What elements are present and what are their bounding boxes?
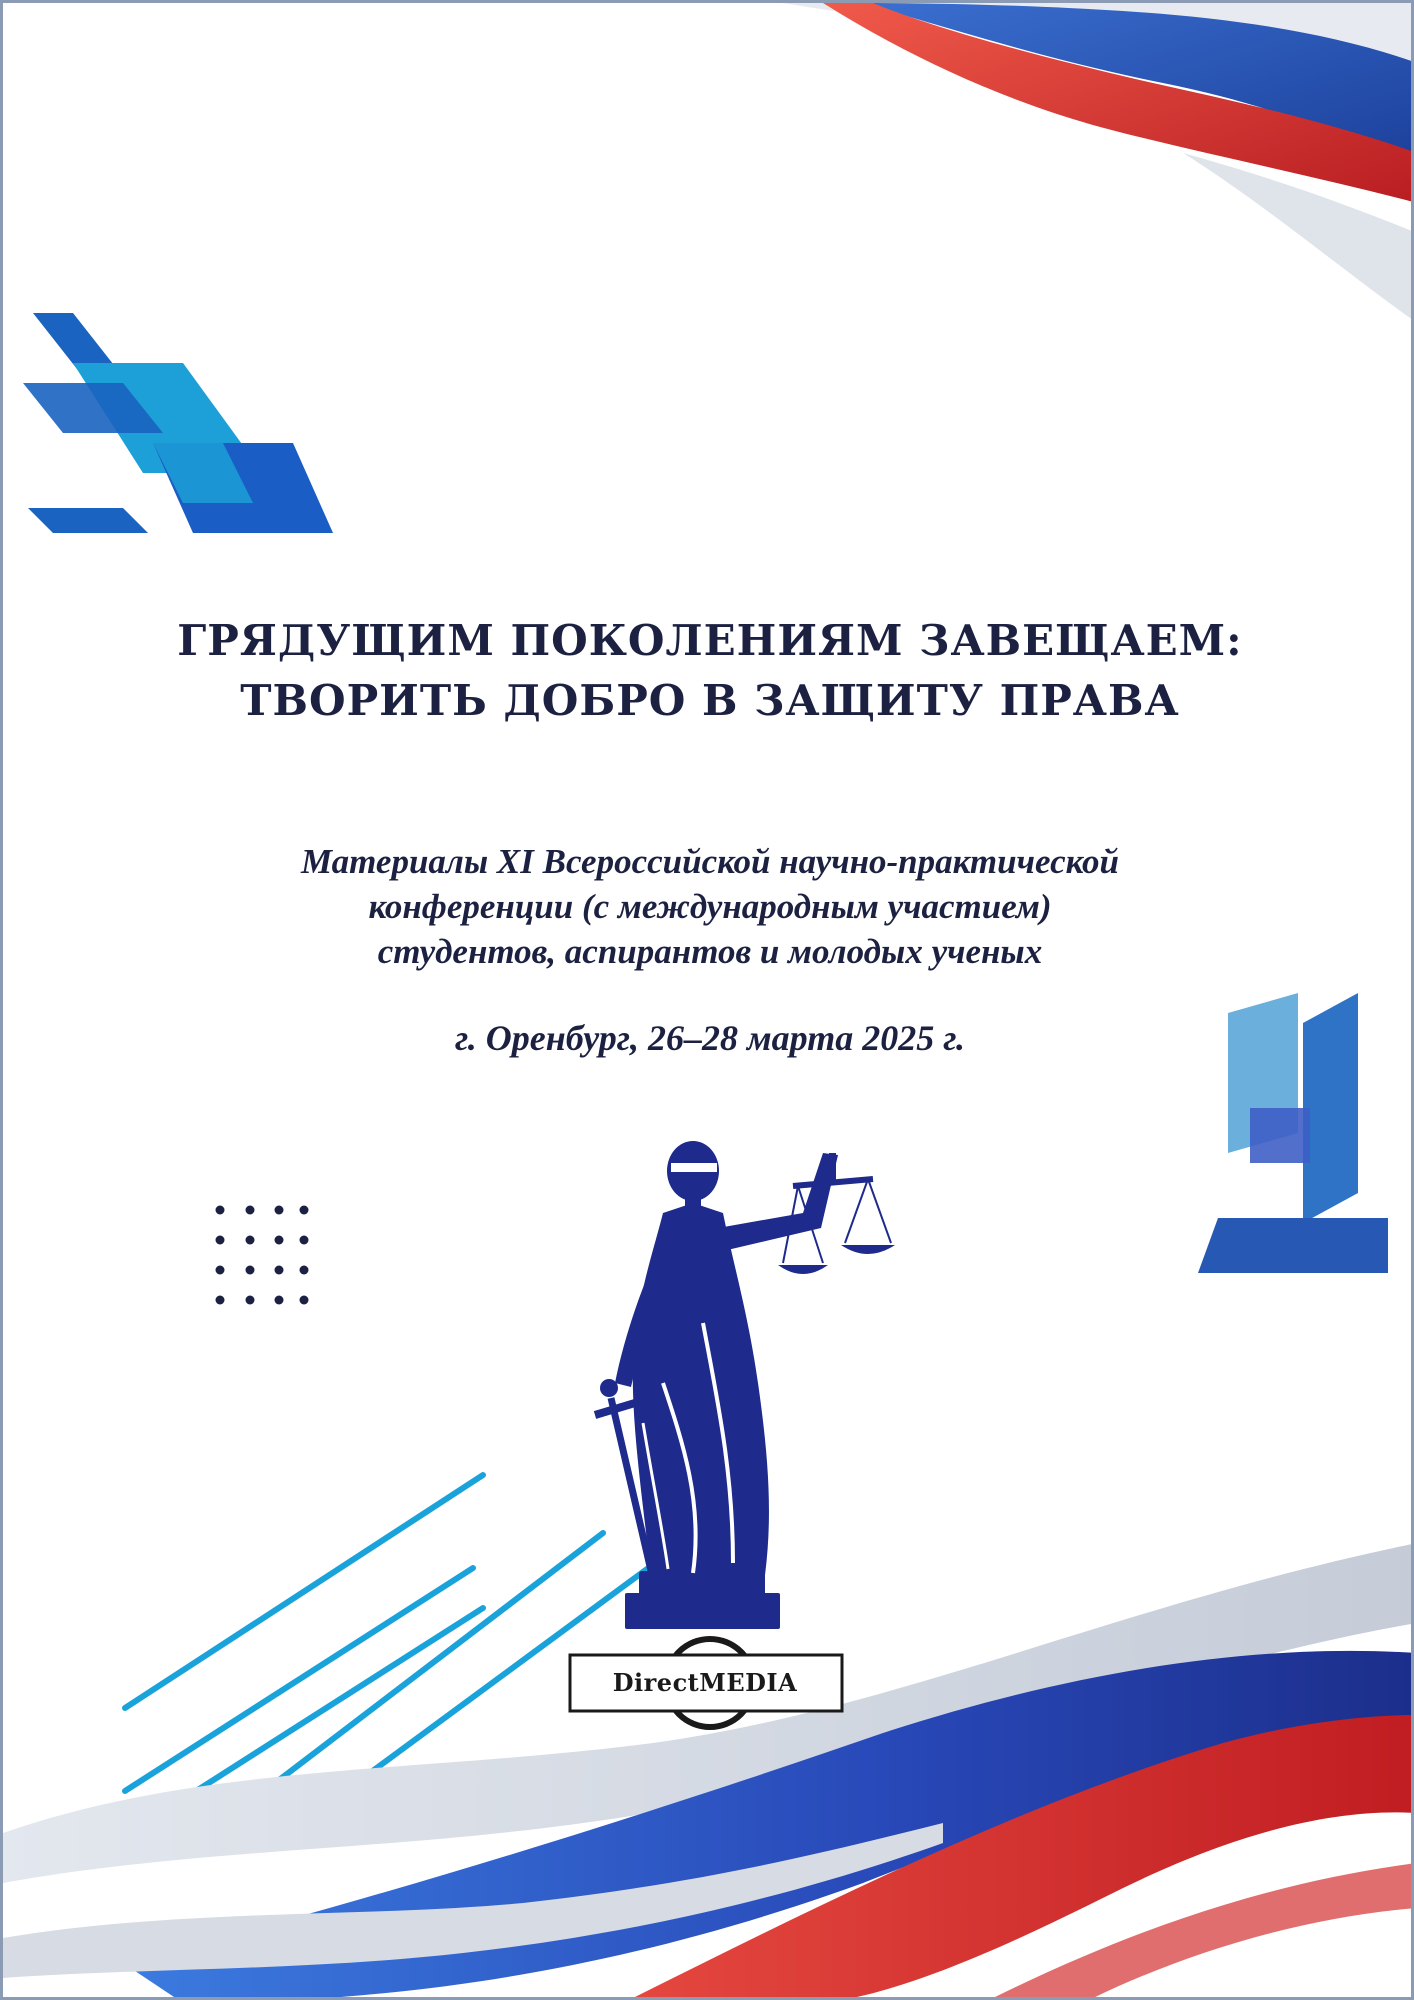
book-subtitle-line-2: конференции (с международным участием) (368, 887, 1052, 926)
publisher-badge (569, 1653, 841, 1713)
blue-shapes-left (23, 313, 333, 533)
book-title-line-1: ГРЯДУЩИМ ПОКОЛЕНИЯМ ЗАВЕЩАЕМ: (177, 616, 1243, 665)
place-and-date: г. Оренбург, 26–28 марта 2025 г. (454, 1018, 966, 1058)
flag-ribbon-top-right (783, 3, 1414, 323)
publisher-name: DirectMEDIA (612, 1668, 798, 1697)
dot-grid (216, 1206, 309, 1305)
themis-statue-icon (595, 1141, 895, 1629)
book-subtitle-line-1: Материалы XI Всероссийской научно-практической (301, 842, 1119, 881)
book-title (3, 611, 1414, 731)
book-title-line-2: ТВОРИТЬ ДОБРО В ЗАЩИТУ ПРАВА (240, 676, 1180, 725)
book-subtitle (3, 839, 1414, 974)
book-subtitle-line-3: студентов, аспирантов и молодых ученых (377, 932, 1043, 971)
